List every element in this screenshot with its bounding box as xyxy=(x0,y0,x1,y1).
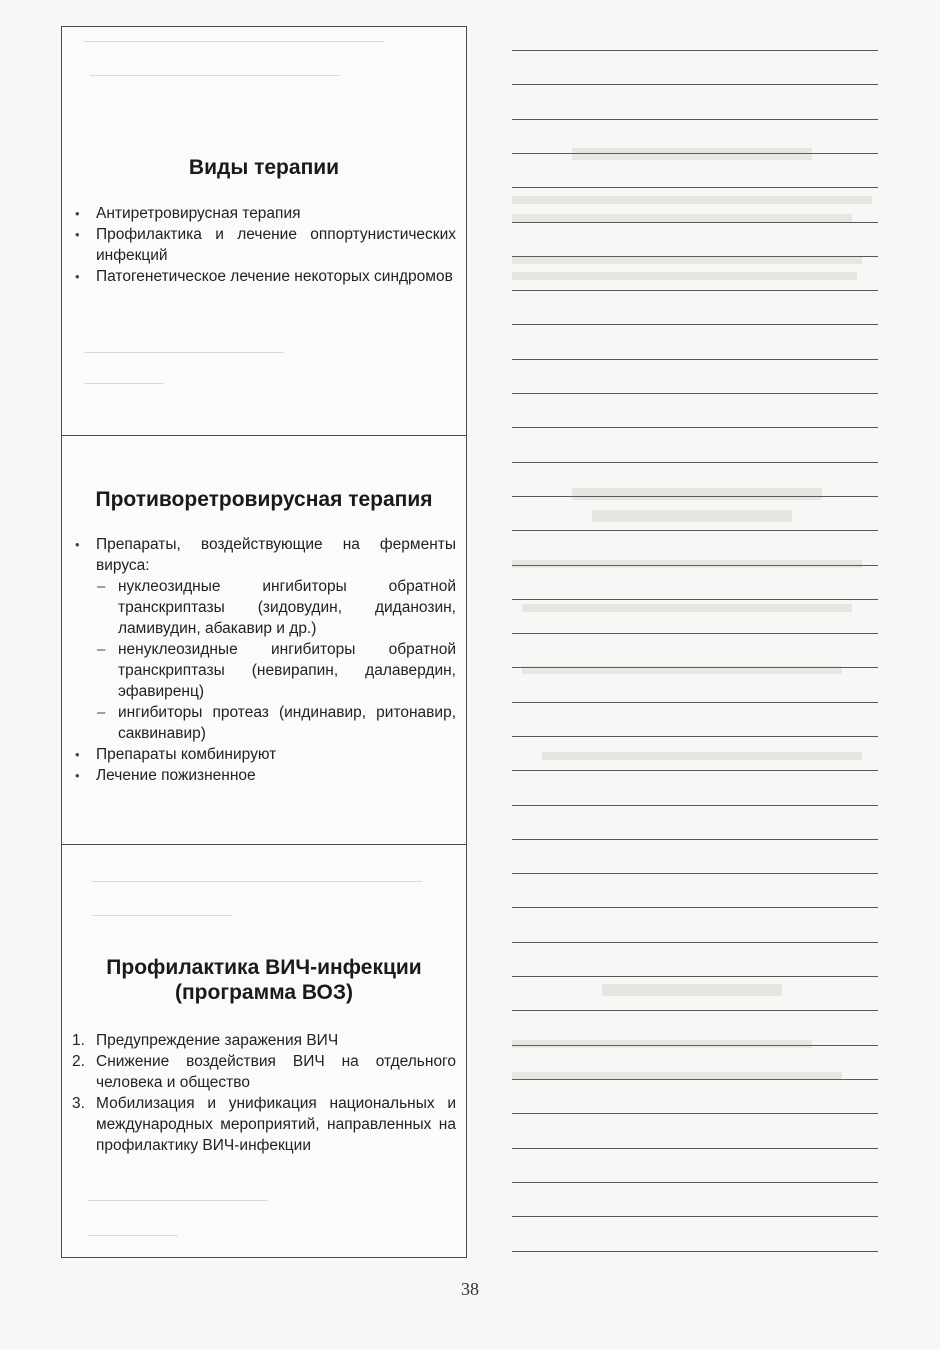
note-line xyxy=(512,736,878,737)
note-line xyxy=(512,942,878,943)
list-item-number: 2. xyxy=(72,1053,85,1070)
sub-list-item: – ненуклеозидные ингибиторы обратной транскриптазы (невирапин, далавердин, эфавиренц) xyxy=(96,639,456,702)
note-line xyxy=(512,290,878,291)
slide-title: Противоретровирусная терапия xyxy=(95,488,433,511)
list-item-number: 3. xyxy=(72,1095,85,1112)
note-line xyxy=(512,565,878,566)
bleed-through-line xyxy=(92,915,232,916)
list-item: • Антиретровирусная терапия xyxy=(72,203,456,224)
bleed-through-line xyxy=(84,352,284,353)
note-line xyxy=(512,119,878,120)
note-line xyxy=(512,1251,878,1252)
note-line xyxy=(512,462,878,463)
list-item-text: Мобилизация и унификация национальных и международных мероприятий, направленных на профилактику ВИЧ-инфекции xyxy=(96,1095,456,1154)
bleed-through-block xyxy=(572,488,822,500)
note-line xyxy=(512,1045,878,1046)
bullet-list xyxy=(72,203,456,287)
bleed-through-block xyxy=(512,214,852,222)
list-item: • Патогенетическое лечение некоторых синдромов xyxy=(72,266,456,287)
note-line xyxy=(512,770,878,771)
note-line xyxy=(512,1216,878,1217)
note-line xyxy=(512,599,878,600)
sub-list-item: – нуклеозидные ингибиторы обратной транскриптазы (зидовудин, диданозин, ламивудин, абакавир и др.) xyxy=(96,576,456,639)
list-item-text: Предупреждение заражения ВИЧ xyxy=(96,1032,339,1049)
note-line xyxy=(512,839,878,840)
bleed-through-block xyxy=(592,510,792,522)
bleed-through-block xyxy=(572,148,812,160)
list-item: • Профилактика и лечение оппортунистических инфекций xyxy=(72,224,456,266)
sub-list xyxy=(96,576,456,744)
list-item-number: 1. xyxy=(72,1032,85,1049)
note-line xyxy=(512,1113,878,1114)
note-line xyxy=(512,1148,878,1149)
note-line xyxy=(512,427,878,428)
slide-therapy-types xyxy=(62,27,466,436)
note-line xyxy=(512,1010,878,1011)
note-line xyxy=(512,84,878,85)
bullet-list xyxy=(72,534,456,786)
note-line xyxy=(512,633,878,634)
note-line xyxy=(512,359,878,360)
list-item: • Лечение пожизненное xyxy=(72,765,456,786)
list-item: • Препараты комбинируют xyxy=(72,744,456,765)
note-line xyxy=(512,873,878,874)
bleed-through-block xyxy=(512,196,872,204)
bleed-through-line xyxy=(88,1235,178,1236)
bleed-through-block xyxy=(512,272,857,280)
note-line xyxy=(512,1079,878,1080)
slides-column xyxy=(61,26,467,1258)
bleed-through-block xyxy=(512,256,862,264)
slide-title-line: (программа ВОЗ) xyxy=(174,981,354,1004)
list-item xyxy=(72,1051,456,1093)
note-line xyxy=(512,496,878,497)
slide-title-line: Профилактика ВИЧ-инфекции xyxy=(106,956,422,979)
slide-title xyxy=(62,955,466,1005)
note-line xyxy=(512,222,878,223)
note-line xyxy=(512,1182,878,1183)
list-item-text: Снижение воздействия ВИЧ на отдельного человека и общество xyxy=(96,1053,456,1091)
list-item xyxy=(72,1030,456,1051)
slide-title: Виды терапии xyxy=(188,156,340,179)
bleed-through-line xyxy=(90,75,340,76)
bleed-through-block xyxy=(602,984,782,996)
note-line xyxy=(512,256,878,257)
note-line xyxy=(512,187,878,188)
bleed-through-line xyxy=(88,1200,268,1201)
bleed-through-line xyxy=(84,383,164,384)
note-line xyxy=(512,907,878,908)
list-item xyxy=(72,534,456,744)
bleed-through-line xyxy=(84,41,384,42)
page-number: 38 xyxy=(461,1279,479,1299)
slide-antiretroviral-therapy xyxy=(62,436,466,845)
note-line xyxy=(512,702,878,703)
bleed-through-block xyxy=(522,604,852,612)
bleed-through-block xyxy=(512,560,862,568)
notes-lines-area xyxy=(512,0,878,1260)
note-line xyxy=(512,805,878,806)
note-line xyxy=(512,50,878,51)
note-line xyxy=(512,976,878,977)
numbered-list xyxy=(72,1030,456,1156)
note-line xyxy=(512,393,878,394)
note-line xyxy=(512,324,878,325)
note-line xyxy=(512,667,878,668)
note-line xyxy=(512,153,878,154)
sub-list-item: – ингибиторы протеаз (индинавир, ритонавир, саквинавир) xyxy=(96,702,456,744)
slide-hiv-prevention xyxy=(62,845,466,1257)
bleed-through-line xyxy=(92,881,422,882)
bleed-through-block xyxy=(542,752,862,760)
list-item-text: Препараты, воздействующие на ферменты вируса: xyxy=(96,536,456,574)
bleed-through-block xyxy=(512,1040,812,1048)
note-line xyxy=(512,530,878,531)
list-item xyxy=(72,1093,456,1156)
